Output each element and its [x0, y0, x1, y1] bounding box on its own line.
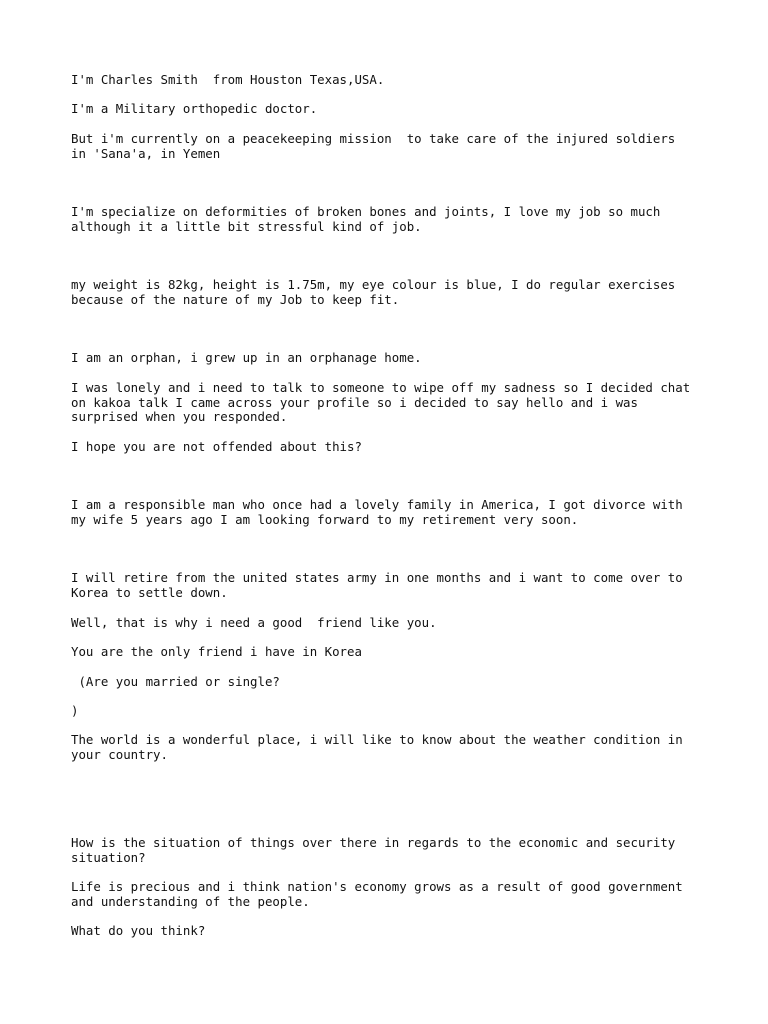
- text-line: my weight is 82kg, height is 1.75m, my eye colour is blue, I do regular exercises: [71, 277, 676, 292]
- text-line: and understanding of the people.: [71, 894, 310, 909]
- text-line: your country.: [71, 747, 168, 762]
- text-line: Korea to settle down.: [71, 585, 228, 600]
- text-line: although it a little bit stressful kind of job.: [71, 219, 422, 234]
- text-line: I hope you are not offended about this?: [71, 439, 362, 454]
- text-line: surprised when you responded.: [71, 409, 288, 424]
- text-line: in 'Sana'a, in Yemen: [71, 146, 221, 161]
- text-line: Life is precious and i think nation's economy grows as a result of good government: [71, 879, 683, 894]
- text-line: I'm specialize on deformities of broken bones and joints, I love my job so much: [71, 204, 661, 219]
- text-line: I will retire from the united states army in one months and i want to come over to: [71, 570, 683, 585]
- text-line: (Are you married or single?: [71, 674, 280, 689]
- text-line: You are the only friend i have in Korea: [71, 644, 362, 659]
- text-line: I was lonely and i need to talk to someone to wipe off my sadness so I decided chat: [71, 380, 691, 395]
- text-line: my wife 5 years ago I am looking forward to my retirement very soon.: [71, 512, 579, 527]
- text-line: The world is a wonderful place, i will like to know about the weather condition in: [71, 732, 683, 747]
- text-line: What do you think?: [71, 923, 206, 938]
- text-line: But i'm currently on a peacekeeping mission to take care of the injured soldiers: [71, 131, 676, 146]
- text-line: ): [71, 703, 79, 718]
- text-line: I am a responsible man who once had a lovely family in America, I got divorce with: [71, 497, 683, 512]
- text-line: I'm Charles Smith from Houston Texas,USA.: [71, 72, 385, 87]
- text-line: I am an orphan, i grew up in an orphanage home.: [71, 350, 422, 365]
- text-line: Well, that is why i need a good friend like you.: [71, 615, 437, 630]
- text-line: How is the situation of things over there in regards to the economic and security: [71, 835, 676, 850]
- text-line: situation?: [71, 850, 146, 865]
- text-line: I'm a Military orthopedic doctor.: [71, 101, 318, 116]
- text-line: because of the nature of my Job to keep fit.: [71, 292, 400, 307]
- text-line: on kakoa talk I came across your profile so i decided to say hello and i was: [71, 395, 638, 410]
